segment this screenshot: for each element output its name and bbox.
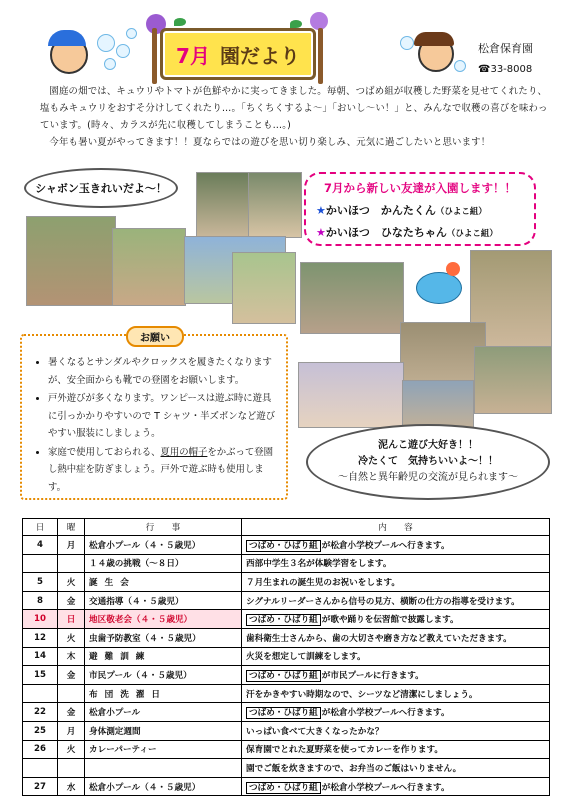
row-event: カレーパーティー [85,740,242,759]
table-row [23,721,550,740]
row-date: 10 [23,610,58,629]
header-illustration-right [400,30,470,86]
row-day [58,684,85,703]
class-name-tag: つばめ・ひばり組 [246,540,321,552]
photo-bubbles-4 [112,228,186,306]
row-event: 身体測定週間 [85,721,242,740]
request-item-shoes: • 暑くなるとサンダルやクロックスを履きたくなりますが、安全面からも靴での登園をお願いします。 [48,354,276,389]
row-content [242,610,550,629]
row-content [242,647,550,666]
header-illustration-left [42,28,142,88]
row-content-text: が松倉小学校プールへ行きます。 [321,708,450,719]
class-name-tag: つばめ・ひばり組 [246,782,321,794]
table-row [23,554,550,573]
soap-bubble-icon [116,44,130,58]
row-content [242,573,550,592]
row-date: 15 [23,666,58,685]
table-row [23,759,550,778]
table-row [23,666,550,685]
row-day [58,759,85,778]
class-name-tag: つばめ・ひばり組 [246,670,321,682]
bamboo-post [152,28,157,84]
soap-bubble-icon [454,60,466,72]
row-event: 松倉小プール [85,703,242,722]
row-content-text: 西部中学生３名が体験学習をします。 [246,559,392,570]
sun-icon [446,262,460,276]
new-child-2 [316,224,524,240]
row-day: 火 [58,573,85,592]
title-text: 園だより [219,43,300,68]
row-date [23,554,58,573]
header-date: 日 [23,519,58,536]
soap-bubble-icon [126,28,137,39]
request-item-hat-text: 家庭で使用しておられる、 [48,446,161,458]
header-content: 内 容 [242,519,550,536]
schedule-header-row [23,519,550,536]
row-content [242,554,550,573]
row-event [85,759,242,778]
soap-bubble-icon [97,34,115,52]
row-date [23,759,58,778]
intro-text [40,83,550,151]
schedule-table [22,518,550,796]
title-month: 7月 [176,43,210,68]
new-child-1 [316,202,524,218]
photo-bubbles-3 [26,216,116,306]
photo-mud-6 [474,346,552,414]
row-content [242,591,550,610]
row-content [242,628,550,647]
row-day: 日 [58,610,85,629]
bubbles-caption: シャボン玉きれいだよ～！ [35,182,167,195]
row-content [242,759,550,778]
table-row [23,777,550,796]
class-name-tag: つばめ・ひばり組 [246,614,321,626]
star-icon: ★ [316,226,326,239]
row-date: 26 [23,740,58,759]
row-content-text: 火災を想定して訓練をします。 [246,652,366,663]
row-event: １４歳の挑戦（～８日） [85,554,242,573]
row-event: 避難訓練 [85,647,242,666]
request-item-hat-text-2: をかぶって登園し熱中症を防ぎましょう。戸外で遊ぶ時も使用します。 [48,446,274,493]
row-day: 月 [58,721,85,740]
row-event: 市民プール（４・５歳児） [85,666,242,685]
row-content-text: 汗をかきやすい時期なので、シーツなど清潔にしましょう。 [246,689,478,700]
newsletter-title [160,28,316,80]
table-row [23,703,550,722]
row-date: 22 [23,703,58,722]
request-item-hat-emphasis: 夏用の帽子 [160,446,208,458]
row-content [242,740,550,759]
row-day [58,554,85,573]
row-date: 5 [23,573,58,592]
row-date [23,684,58,703]
leaf-icon [174,18,186,26]
row-day: 金 [58,666,85,685]
new-child-1-class: （ひよこ組） [435,207,487,217]
row-event: 松倉小プール（４・５歳児） [85,777,242,796]
row-content [242,777,550,796]
row-day: 木 [58,647,85,666]
soap-bubble-icon [104,58,116,70]
mud-caption-3: ～自然と異年齢児の交流が見られます～ [338,472,518,483]
row-day: 火 [58,628,85,647]
mud-play-speech-cloud [306,424,550,500]
row-event: 交通指導（４・５歳児） [85,591,242,610]
new-friends-heading: 7月から新しい友達が入園します！！ [324,181,516,195]
row-day: 金 [58,703,85,722]
intro-paragraph-1: 園庭の畑では、キュウリやトマトが色鮮やかに実ってきました。毎朝、つばめ組が収穫した野菜を見せてくれたり、塩もみキュウリをおすそ分けしてくれたり…。「ちくちくするよ～」「おいし～い！」と、みんなで収穫の喜びを味わっています。(時々、カラスが先に収穫してしまうことも…。) [40,86,548,131]
row-date: 8 [23,591,58,610]
header-event: 行 事 [85,519,242,536]
row-content-text: シグナルリーダーさんから信号の見方、横断の仕方の指導を受けます。 [246,596,520,607]
new-child-2-class: （ひよこ組） [446,229,498,239]
row-content-text: 歯科衛生士さんから、歯の大切さや磨き方など教えていただきます。 [246,633,512,644]
row-content-text: が歌や踊りを伝習館で披露します。 [321,615,459,626]
row-date: 25 [23,721,58,740]
fish-icon [416,272,462,304]
request-list [32,354,276,496]
row-content [242,666,550,685]
photo-bubbles-6 [232,252,296,324]
row-content [242,684,550,703]
row-content-text: 保育園でとれた夏野菜を使ってカレーを作ります。 [246,745,443,756]
request-label: お願い [126,326,184,347]
fish-mascot-illustration [410,262,470,316]
request-box [20,334,288,500]
table-row [23,628,550,647]
table-row [23,536,550,555]
row-event: 松倉小プール（４・５歳児） [85,536,242,555]
mud-caption-2: 冷たくて 気持ちいいよ～！！ [358,456,498,467]
row-date: 27 [23,777,58,796]
photo-mud-1 [300,262,404,334]
row-day: 水 [58,777,85,796]
table-row [23,573,550,592]
row-day: 月 [58,536,85,555]
class-name-tag: つばめ・ひばり組 [246,707,321,719]
row-day: 火 [58,740,85,759]
request-item-clothing: • 戸外遊びが多くなります。ワンピースは遊ぶ時に遊具に引っかかりやすいので T シャツ・半ズボンなど遊びやすい服装にしましょう。 [48,390,276,443]
row-content [242,703,550,722]
mud-caption-1: 泥んこ遊び大好き！！ [378,440,478,451]
row-content-text: が松倉小学校プールへ行きます。 [321,782,450,793]
row-event: 地区敬老会（４・５歳児） [85,610,242,629]
bubbles-speech-cloud [24,168,178,208]
star-icon: ★ [316,204,326,217]
soap-bubble-icon [400,36,414,50]
bamboo-post [318,28,323,84]
table-row [23,740,550,759]
phone-number: ☎33-8008 [478,64,533,75]
row-content-text: いっぱい食べて大きくなったかな？ [246,726,384,737]
row-date: 14 [23,647,58,666]
boy-cap-icon [48,30,86,46]
school-name: 松倉保育園 [478,42,533,55]
header-day: 曜 [58,519,85,536]
new-child-2-name: かいほつ ひなたちゃん [325,226,447,239]
table-row [23,647,550,666]
new-child-1-name: かいほつ かんたくん [325,204,436,217]
photo-bubbles-1 [196,172,250,238]
table-row [23,610,550,629]
girl-hair-icon [414,32,454,46]
row-event: 布団洗濯日 [85,684,242,703]
row-event: 虫歯予防教室（４・５歳児） [85,628,242,647]
table-row [23,684,550,703]
leaf-icon [290,20,302,28]
row-date: 12 [23,628,58,647]
request-item-hat [48,444,276,497]
row-content [242,721,550,740]
photo-bubbles-2 [248,172,302,238]
row-content-text: が市民プールに行きます。 [321,670,424,681]
photo-mud-4 [298,362,404,428]
row-content [242,536,550,555]
intro-paragraph-2: 今年も暑い夏がやってきます！！夏ならではの遊びを思い切り楽しみ、元気に過ごしたいと思います！ [49,137,491,148]
new-friends-notice [304,172,536,246]
row-day: 金 [58,591,85,610]
row-event: 誕生会 [85,573,242,592]
row-content-text: ７月生まれの誕生児のお祝いをします。 [246,577,401,588]
row-date: 4 [23,536,58,555]
row-content-text: が松倉小学校プールへ行きます。 [321,540,450,551]
row-content-text: 園でご飯を炊きますので、お弁当のご飯はいりません。 [246,763,462,774]
table-row [23,591,550,610]
